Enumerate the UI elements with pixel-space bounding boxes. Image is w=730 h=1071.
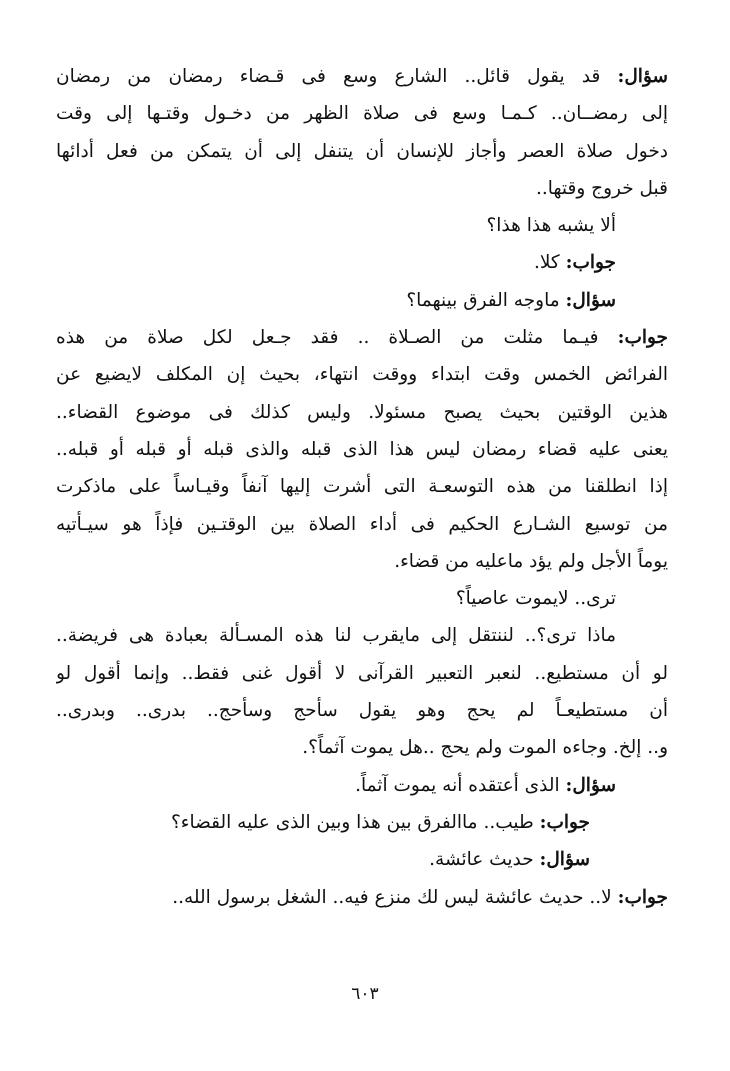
- text-line: [56, 356, 668, 393]
- text-line: [56, 170, 668, 207]
- line-text: يوماً الأجل ولم يؤد ماعليه من قضاء.: [394, 550, 668, 572]
- line-text: يعنى عليه قضاء رمضان ليس هذا الذى قبله والذى قبله أو قبله أو قبله..: [56, 438, 668, 460]
- text-line: [56, 879, 668, 916]
- text-line: [56, 617, 668, 654]
- line-text: قبل خروج وقتها..: [535, 177, 668, 199]
- line-text: كلا.: [533, 252, 560, 274]
- line-text: إلى رمضــان.. كـمـا وسع فى صلاة الظهر من دخـول وقتـها إلى وقت: [56, 103, 668, 125]
- answer-label: جواب:: [539, 811, 590, 833]
- text-line: [56, 543, 668, 580]
- line-text: لا.. حديث عائشة ليس لك منزع فيه.. الشغل برسول الله..: [172, 886, 612, 908]
- text-line: [56, 95, 668, 132]
- question-label: سؤال:: [617, 66, 668, 87]
- line-text: ماذا ترى؟.. لننتقل إلى مايقرب لنا هذه المسـألة بعبادة هى فريضة..: [56, 625, 616, 647]
- text-line: [56, 207, 668, 244]
- text-line: [56, 506, 668, 543]
- line-text: ترى.. لايموت عاصياً؟: [455, 588, 616, 610]
- text-line: [56, 692, 668, 729]
- line-text: ماوجه الفرق بينهما؟: [406, 289, 560, 311]
- line-text: من توسيع الشـارع الحكيم فى أداء الصلاة بين الوقتـين فإذاً هو سيـأتيه: [56, 513, 668, 535]
- text-line: [56, 767, 668, 804]
- question-label: سؤال:: [539, 849, 590, 871]
- answer-label: جواب:: [565, 252, 616, 274]
- dialogue-text-block: [56, 58, 668, 916]
- text-line: [56, 655, 668, 692]
- text-line: [56, 729, 668, 766]
- line-text: الذى أعتقده أنه يموت آثماً.: [355, 774, 560, 796]
- line-text: الفرائض الخمس وقت ابتداء ووقت انتهاء، بحيث إن المكلف لايضيع عن: [56, 364, 668, 386]
- text-line: [56, 804, 668, 841]
- line-text: إذا انطلقنا من هذه التوسعـة التى أشرت إليها آنفاً وقيـاساً على ماذكرت: [56, 476, 668, 498]
- text-line: [56, 431, 668, 468]
- page-number: ٦٠٣: [351, 984, 379, 1004]
- question-label: سؤال:: [565, 289, 616, 311]
- text-line: [56, 133, 668, 170]
- text-line: [56, 244, 668, 281]
- line-text: طيب.. ماالفرق بين هذا وبين الذى عليه القضاء؟: [170, 811, 534, 833]
- line-text: أن مستطيعـاً لم يحج وهو يقول سأحج وسأحج.. بدرى.. وبدرى..: [56, 700, 668, 722]
- text-line: [56, 58, 668, 95]
- answer-label: جواب:: [617, 327, 668, 349]
- line-text: ألا يشبه هذا هذا؟: [486, 215, 616, 237]
- line-text: و.. إلخ. وجاءه الموت ولم يحج ..هل يموت آثماً؟.: [302, 737, 668, 759]
- line-text: دخول صلاة العصر وأجاز للإنسان أن يتنفل إلى أن يتمكن من فعل أدائها: [56, 140, 668, 162]
- text-line: [56, 468, 668, 505]
- line-text: حديث عائشة.: [429, 849, 534, 871]
- text-line: [56, 319, 668, 356]
- line-text: فيـما مثلت من الصـلاة .. فقد جـعل لكل صلاة من هذه: [56, 327, 599, 349]
- question-label: سؤال:: [565, 774, 616, 796]
- line-text: قد يقول قائل.. الشارع وسع فى قـضاء رمضان من رمضان: [56, 66, 601, 87]
- text-line: [56, 580, 668, 617]
- text-line: [56, 282, 668, 319]
- text-line: [56, 394, 668, 431]
- line-text: لو أن مستطيع.. لنعبر التعبير القرآنى لا أقول غنى فقط.. وإنما أقول لو: [56, 662, 668, 684]
- text-line: [56, 841, 668, 878]
- answer-label: جواب:: [617, 886, 668, 908]
- line-text: هذين الوقتين بحيث يصبح مسئولا. وليس كذلك فى موضوع القضاء..: [56, 401, 668, 423]
